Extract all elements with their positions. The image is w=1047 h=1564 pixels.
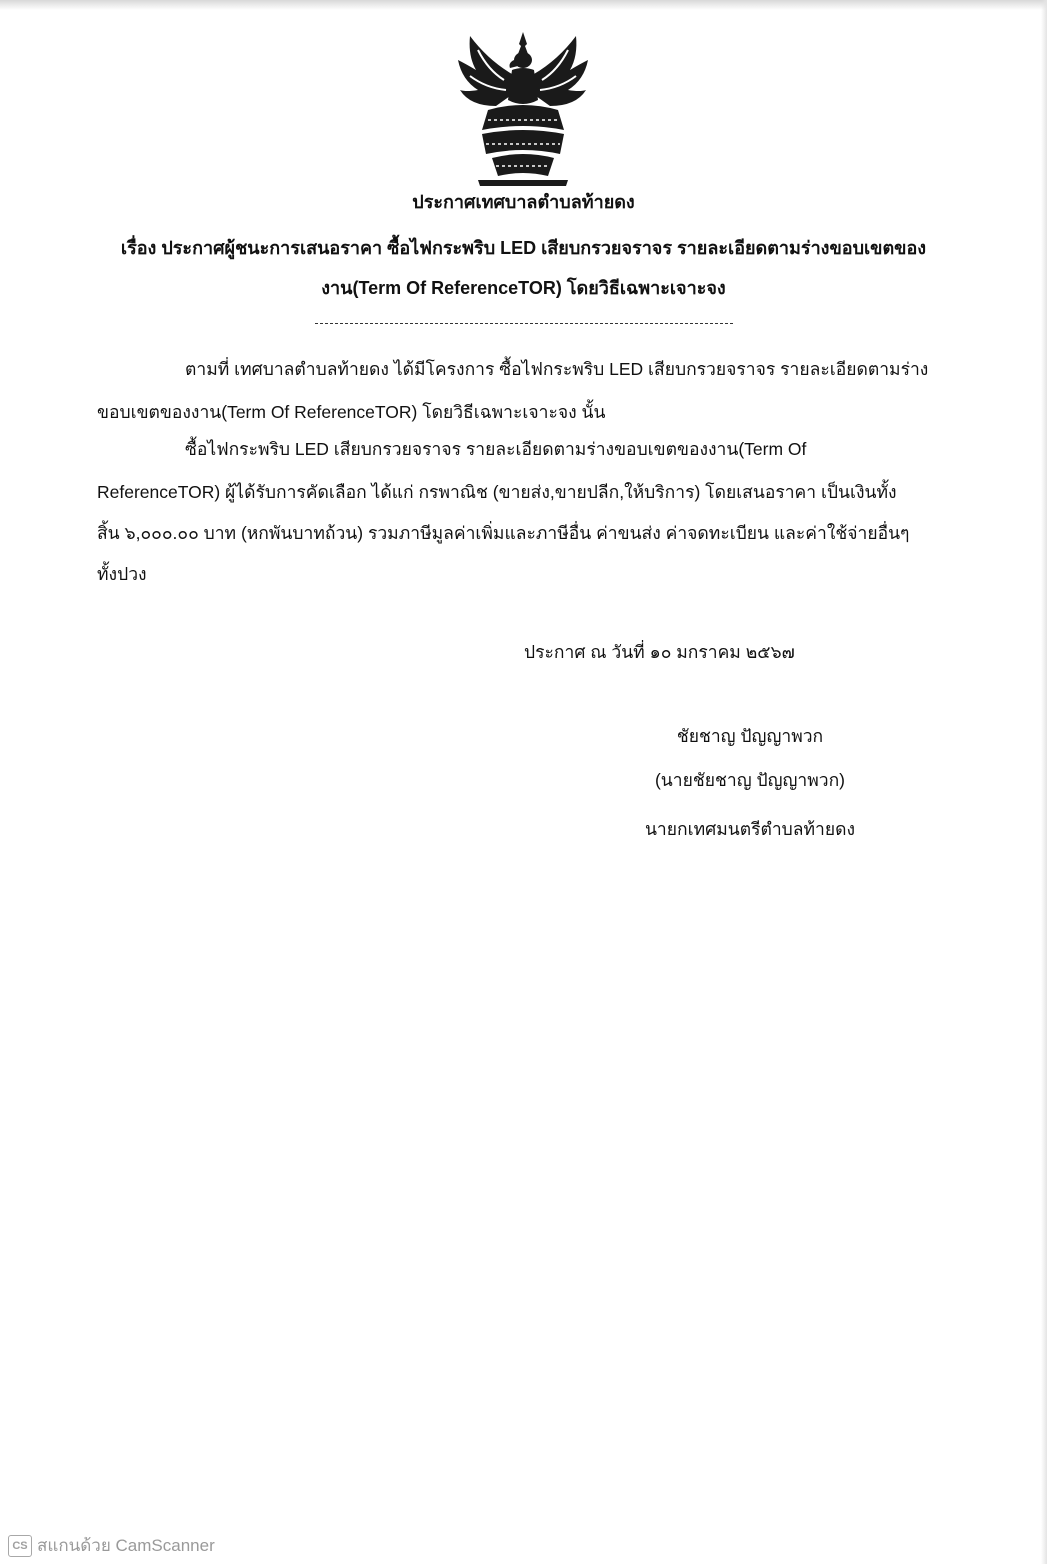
paragraph-1-line: ขอบเขตของงาน(Term Of ReferenceTOR) โดยวิธีเฉพาะเจาะจง นั้น <box>97 402 606 422</box>
signature: ชัยชาญ ปัญญาพวก <box>676 726 824 746</box>
camscanner-watermark <box>8 1532 215 1559</box>
paragraph-2-line: ReferenceTOR) ผู้ได้รับการคัดเลือก ได้แก่ กรพาณิช (ขายส่ง,ขายปลีก,ให้บริการ) โดยเสนอราคา เป็นเงินทั้ง <box>97 482 897 502</box>
paragraph-2-line: ทั้งปวง <box>97 564 147 584</box>
signatory-full-name: (นายชัยชาญ ปัญญาพวก) <box>654 770 846 790</box>
scan-top-shadow <box>0 0 1047 10</box>
announcement-date: ประกาศ ณ วันที่ ๑๐ มกราคม ๒๕๖๗ <box>524 642 795 662</box>
section-divider <box>315 323 733 324</box>
paragraph-2-line: ซื้อไฟกระพริบ LED เสียบกรวยจราจร รายละเอียดตามร่างขอบเขตของงาน(Term Of <box>185 439 807 459</box>
paragraph-1-line: ตามที่ เทศบาลตำบลท้ายดง ได้มีโครงการ ซื้อไฟกระพริบ LED เสียบกรวยจราจร รายละเอียดตามร่าง <box>185 359 929 379</box>
paragraph-2-line: สิ้น ๖,๐๐๐.๐๐ บาท (หกพันบาทถ้วน) รวมภาษีมูลค่าเพิ่มและภาษีอื่น ค่าขนส่ง ค่าจดทะเบียน และค่าใช้จ่ายอื่นๆ <box>97 523 910 543</box>
signatory-position: นายกเทศมนตรีตำบลท้ายดง <box>644 819 856 839</box>
subject-line-continued: งาน(Term Of ReferenceTOR) โดยวิธีเฉพาะเจาะจง <box>321 278 726 298</box>
garuda-emblem-icon <box>448 30 598 188</box>
camscanner-logo-icon: CS <box>8 1535 32 1557</box>
camscanner-text: สแกนด้วย CamScanner <box>37 1536 215 1555</box>
document-title: ประกาศเทศบาลตำบลท้ายดง <box>412 192 635 212</box>
subject-line: เรื่อง ประกาศผู้ชนะการเสนอราคา ซื้อไฟกระพริบ LED เสียบกรวยจราจร รายละเอียดตามร่างขอบเขตของ <box>120 238 927 258</box>
